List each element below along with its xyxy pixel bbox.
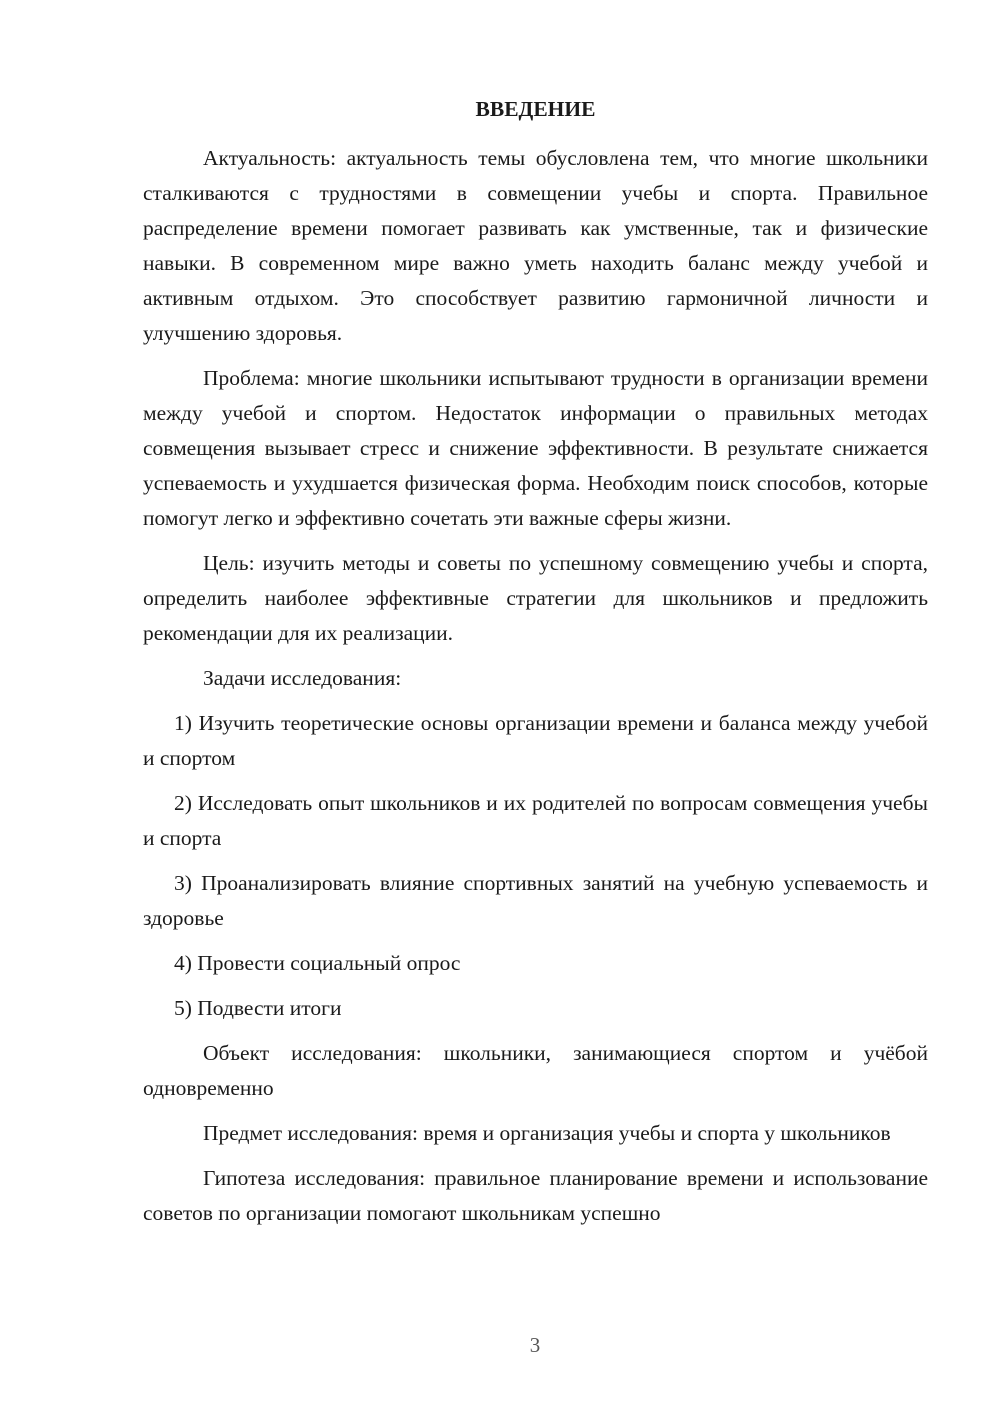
task-item-2: 2) Исследовать опыт школьников и их родителей по вопросам совмещения учебы и спорта [143,791,928,850]
hypothesis-paragraph: Гипотеза исследования: правильное планирование времени и использование советов по организации помогают школьникам успешно [143,1166,928,1225]
section-heading: ВВЕДЕНИЕ [475,97,596,121]
goal-paragraph: Цель: изучить методы и советы по успешному совмещению учебы и спорта, определить наиболее эффективные стратегии для школьников и предложить рекомендации для их реализации. [143,551,928,645]
task-item-5: 5) Подвести итоги [174,996,342,1020]
tasks-heading: Задачи исследования: [203,666,402,690]
task-item-4: 4) Провести социальный опрос [174,951,461,975]
object-paragraph: Объект исследования: школьники, занимающиеся спортом и учёбой одновременно [143,1041,928,1100]
page-number: 3 [529,1333,541,1357]
problem-paragraph: Проблема: многие школьники испытывают трудности в организации времени между учебой и спортом. Недостаток информации о правильных методах совмещения вызывает стресс и снижение эффективности. В результате снижается успеваемость и ухудшается физическая форма. Необходим поиск способов, которые помогут легко и эффективно сочетать эти важные сферы жизни. [143,366,928,530]
subject-paragraph: Предмет исследования: время и организация учебы и спорта у школьников [203,1121,891,1145]
task-item-1: 1) Изучить теоретические основы организации времени и баланса между учебой и спортом [143,711,928,770]
relevance-paragraph: Актуальность: актуальность темы обусловлена тем, что многие школьники сталкиваются с трудностями в совмещении учебы и спорта. Правильное распределение времени помогает развивать как умственные, так и физические навыки. В современном мире важно уметь находить баланс между учебой и активным отдыхом. Это способствует развитию гармоничной личности и улучшению здоровья. [143,146,928,345]
task-item-3: 3) Проанализировать влияние спортивных занятий на учебную успеваемость и здоровье [143,871,928,930]
document-page [143,92,928,1241]
